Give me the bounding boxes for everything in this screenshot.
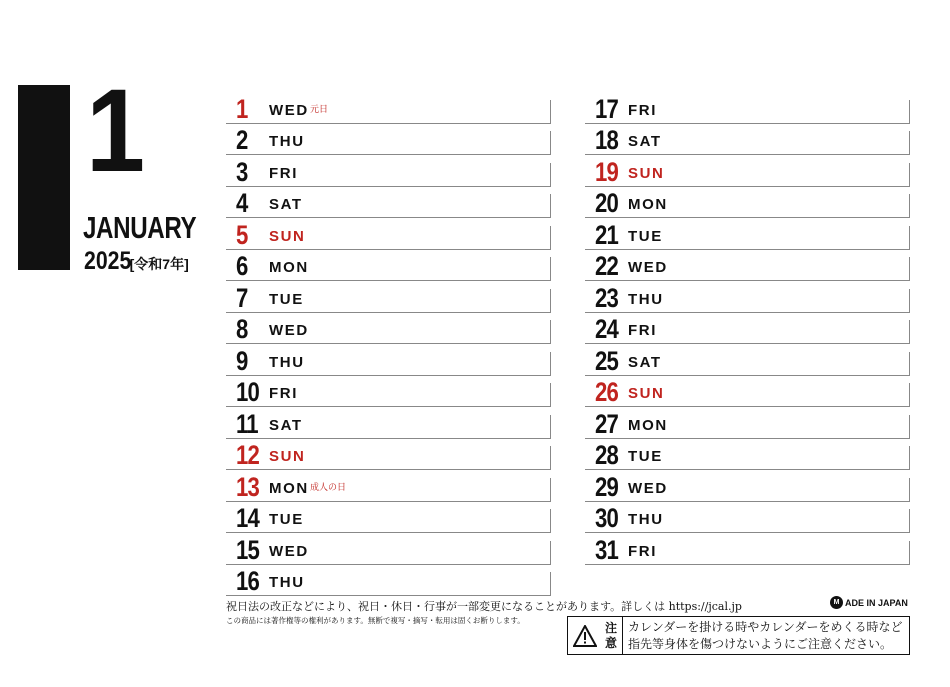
day-row: [585, 470, 910, 502]
day-row: [226, 407, 551, 439]
caution-text: [623, 619, 902, 651]
day-row: [226, 92, 551, 124]
day-number: 29: [595, 471, 618, 502]
day-row: [585, 313, 910, 345]
weekday-label: WED: [269, 542, 309, 560]
caution-notice: [567, 616, 910, 655]
weekday-label: TUE: [269, 290, 304, 308]
day-row: [226, 533, 551, 565]
day-row: [226, 281, 551, 313]
day-row: [585, 92, 910, 124]
weekday-label: SAT: [269, 416, 303, 434]
day-number: 3: [236, 156, 248, 187]
day-row: [585, 250, 910, 282]
weekday-label: FRI: [269, 164, 298, 182]
day-number: 21: [595, 219, 618, 250]
day-number: 25: [595, 345, 618, 376]
weekday-label: WED: [269, 322, 309, 339]
weekday-label: SAT: [269, 196, 303, 213]
day-number: 22: [595, 251, 618, 281]
weekday-label: WED: [628, 259, 668, 276]
day-row: [226, 250, 551, 282]
day-row: [585, 533, 910, 565]
day-number: 12: [236, 440, 259, 470]
day-row: [585, 281, 910, 313]
weekday-label: FRI: [628, 322, 657, 339]
day-number: 8: [236, 314, 248, 344]
day-row: [226, 124, 551, 156]
weekday-label: THU: [269, 353, 305, 371]
day-number: 11: [236, 408, 258, 439]
day-number: 9: [236, 345, 248, 376]
day-row: [226, 313, 551, 345]
day-number: 19: [595, 156, 618, 187]
weekday-label: FRI: [628, 101, 657, 119]
weekday-label: FRI: [269, 385, 298, 402]
day-number: 24: [595, 314, 618, 344]
weekday-label: MON: [628, 196, 668, 213]
day-number: 6: [236, 251, 248, 281]
day-number: 20: [595, 188, 618, 218]
day-number: 17: [595, 93, 618, 124]
day-number: 5: [236, 219, 248, 250]
day-row: [585, 124, 910, 156]
weekday-label: THU: [269, 133, 305, 150]
day-number: 4: [236, 188, 248, 218]
black-bar: [18, 85, 70, 270]
day-number: 16: [236, 566, 259, 596]
month-number: 1: [86, 65, 142, 197]
month-name: JANUARY: [83, 210, 197, 245]
weekday-label: THU: [628, 290, 664, 308]
weekday-label: FRI: [628, 542, 657, 560]
day-row: [226, 502, 551, 534]
day-row: [226, 470, 551, 502]
weekday-label: SAT: [628, 353, 662, 371]
year-line: [84, 247, 189, 276]
day-row: [226, 218, 551, 250]
day-row: [585, 439, 910, 471]
warning-icon: [568, 617, 602, 654]
made-in-text: ADE IN JAPAN: [845, 597, 908, 608]
weekday-label: SUN: [628, 164, 665, 182]
weekday-label: MON: [269, 259, 309, 276]
day-number: 18: [595, 125, 618, 155]
day-number: 2: [236, 125, 248, 155]
copyright-note: この商品には著作権等の権利があります。無断で複写・摘写・転用は固くお断りします。: [226, 616, 525, 625]
era-label: [令和7年]: [129, 256, 189, 272]
weekday-label: MON: [628, 416, 668, 434]
weekday-label: SUN: [269, 448, 306, 465]
weekday-label: SUN: [628, 385, 665, 402]
holiday-note: 祝日法の改正などにより、祝日・休日・行事が一部変更になることがあります。詳しくは https://jcal.jp: [226, 600, 742, 613]
day-number: 15: [236, 534, 259, 565]
day-number: 31: [595, 534, 618, 565]
day-row: [585, 344, 910, 376]
day-row: [226, 376, 551, 408]
made-in-badge: M: [830, 596, 843, 609]
caution-label: 注意: [602, 617, 623, 654]
day-row: [226, 344, 551, 376]
holiday-name: 元日: [310, 104, 329, 115]
day-column-right: [585, 92, 910, 565]
day-row: [585, 407, 910, 439]
day-number: 26: [595, 377, 618, 407]
day-row: [585, 502, 910, 534]
year: 2025: [84, 247, 132, 275]
day-number: 27: [595, 408, 618, 439]
day-row: [226, 187, 551, 219]
weekday-label: TUE: [628, 448, 663, 465]
weekday-label: TUE: [269, 511, 304, 528]
made-in-japan: [830, 596, 908, 609]
caution-line-1: カレンダーを掛ける時やカレンダーをめくる時など: [628, 620, 903, 635]
day-row: [585, 155, 910, 187]
day-row: [226, 155, 551, 187]
day-row: [226, 439, 551, 471]
weekday-label: THU: [269, 574, 305, 591]
caution-line-2: 指先等身体を傷つけないようにご注意ください。: [628, 636, 893, 651]
day-number: 14: [236, 503, 259, 533]
weekday-label: THU: [628, 511, 664, 528]
day-number: 10: [236, 377, 259, 407]
day-number: 13: [236, 471, 259, 502]
day-row: [226, 565, 551, 597]
weekday-label: MON: [269, 479, 309, 497]
weekday-label: SUN: [269, 227, 306, 245]
weekday-label: SAT: [628, 133, 662, 150]
weekday-label: WED: [269, 101, 309, 119]
day-column-left: [226, 92, 551, 596]
day-row: [585, 187, 910, 219]
day-row: [585, 218, 910, 250]
day-number: 23: [595, 282, 618, 313]
day-row: [585, 376, 910, 408]
day-number: 1: [236, 93, 248, 124]
day-number: 28: [595, 440, 618, 470]
day-number: 7: [236, 282, 248, 313]
weekday-label: WED: [628, 479, 668, 497]
holiday-name: 成人の日: [310, 482, 347, 493]
day-number: 30: [595, 503, 618, 533]
weekday-label: TUE: [628, 227, 663, 245]
